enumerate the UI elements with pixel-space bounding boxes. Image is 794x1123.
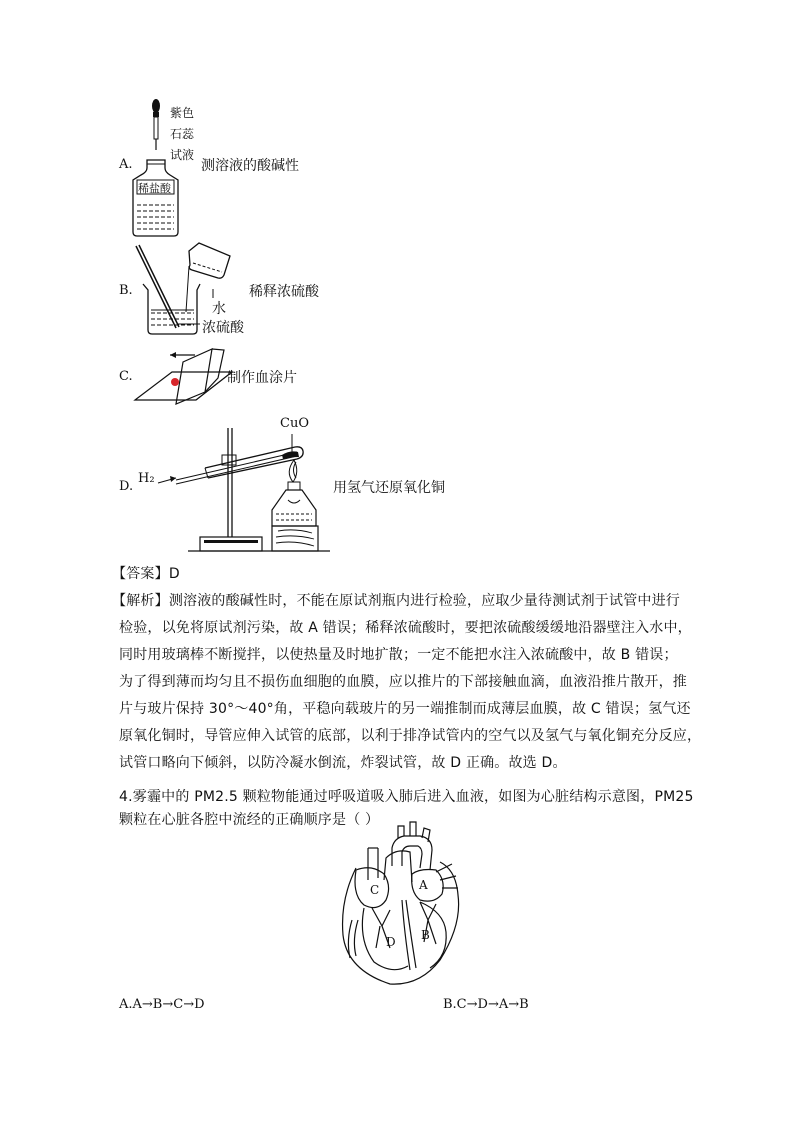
- analysis-line-4: 为了得到薄而均匀且不损伤血细胞的血膜，应以推片的下部接触血滴，血液沿推片散开，推: [119, 674, 687, 690]
- acid-label: 浓硫酸: [202, 320, 244, 336]
- heart-label-b: B: [421, 928, 430, 942]
- option-c-letter: C.: [119, 369, 133, 384]
- analysis-line-2: 检验，以免将原试剂污染，故 A 错误；稀释浓硫酸时，要把浓硫酸缓缓地沿器壁注入水中，: [119, 620, 692, 636]
- question-4-line-2: 颗粒在心脏各腔中流经的正确顺序是（ ）: [119, 812, 380, 828]
- bottle-label: 稀盐酸: [138, 182, 171, 195]
- choice-a[interactable]: A.A→B→C→D: [119, 997, 205, 1012]
- analysis-line-1: 【解析】测溶液的酸碱性时，不能在原试剂瓶内进行检验，应取少量待测试剂于试管中进行: [112, 593, 681, 609]
- answer-label: 【答案】: [112, 566, 169, 582]
- h2-label: H₂: [138, 471, 155, 486]
- analysis-line-5: 片与玻片保持 30°～40°角，平稳向载玻片的另一端推制而成薄层血膜，故 C 错误；氢气还: [119, 701, 691, 717]
- option-a-caption: 测溶液的酸碱性: [201, 158, 299, 174]
- analysis-label: 【解析】: [112, 593, 169, 609]
- dropper-label-2: 石蕊: [170, 127, 195, 141]
- heart-label-d: D: [386, 935, 396, 949]
- question-4-line-1: 4.雾霾中的 PM2.5 颗粒物能通过呼吸道吸入肺后进入血液，如图为心脏结构示意图，PM25: [119, 789, 694, 805]
- analysis-line-7: 试管口略向下倾斜，以防冷凝水倒流，炸裂试管，故 D 正确。故选 D。: [119, 755, 567, 771]
- analysis-line-6: 原氧化铜时，导管应伸入试管的底部，以利于排净试管内的空气以及氢气与氧化铜充分反应，: [119, 728, 702, 744]
- analysis-line-3: 同时用玻璃棒不断搅拌，以使热量及时地扩散；一定不能把水注入浓硫酸中，故 B 错误；: [119, 647, 678, 663]
- option-c-caption: 制作血涂片: [227, 370, 297, 386]
- option-b-letter: B.: [119, 283, 133, 298]
- dropper-label-1: 紫色: [170, 106, 195, 120]
- option-a-letter: A.: [119, 157, 133, 172]
- water-label: 水: [212, 301, 226, 317]
- heart-label-c: C: [370, 883, 380, 897]
- option-d-letter: D.: [119, 479, 134, 494]
- answer-value: D: [168, 566, 180, 582]
- dropper-label-3: 试液: [170, 148, 195, 162]
- heart-label-a: A: [419, 878, 428, 892]
- option-b-caption: 稀释浓硫酸: [249, 284, 319, 300]
- option-d-caption: 用氢气还原氧化铜: [333, 480, 445, 496]
- cuo-label: CuO: [280, 416, 309, 431]
- choice-b[interactable]: B.C→D→A→B: [443, 997, 529, 1012]
